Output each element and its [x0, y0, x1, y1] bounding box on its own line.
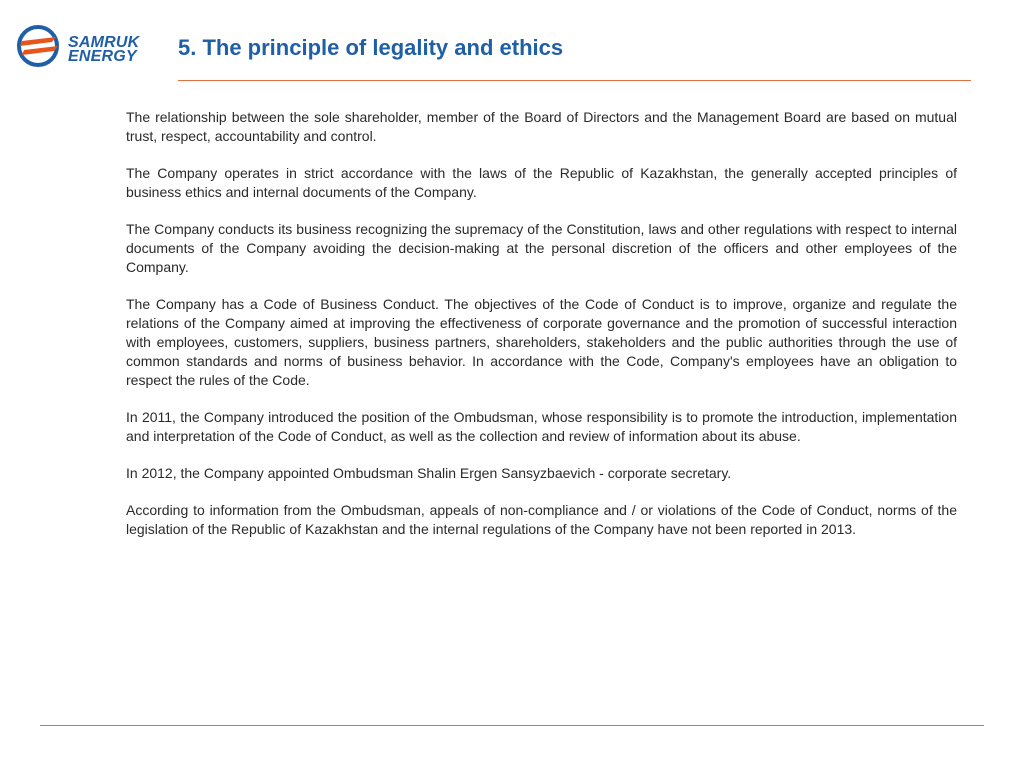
samruk-energy-emblem-icon	[16, 24, 66, 68]
company-logo	[16, 24, 148, 68]
logo-text-line2: ENERGY	[68, 48, 137, 65]
logo-text-line1: SAMRUK	[68, 34, 140, 51]
paragraph-no-violations-2013: According to information from the Ombudsman, appeals of non-compliance and / or violations of the Code of Conduct, norms of the legislation of the Republic of Kazakhstan and the internal regulations of the Company have not been reported in 2013.	[126, 502, 957, 537]
paragraph-relationship: The relationship between the sole shareholder, member of the Board of Directors and the Management Board are based on mutual trust, respect, accountability and control.	[126, 109, 957, 144]
paragraph-ombudsman-2011: In 2011, the Company introduced the position of the Ombudsman, whose responsibility is to promote the introduction, implementation and interpretation of the Code of Conduct, as well as the collection and review of information about its abuse.	[126, 409, 957, 444]
paragraph-supremacy-of-law: The Company conducts its business recognizing the supremacy of the Constitution, laws and other regulations with respect to internal documents of the Company avoiding the decision-making at the personal discretion of the officers and other employees of the Company.	[126, 221, 957, 275]
title-divider	[178, 80, 971, 81]
paragraph-legal-compliance: The Company operates in strict accordance with the laws of the Republic of Kazakhstan, the generally accepted principles of business ethics and internal documents of the Company.	[126, 165, 957, 200]
paragraph-ombudsman-2012: In 2012, the Company appointed Ombudsman Shalin Ergen Sansyzbaevich - corporate secretary.	[126, 465, 732, 481]
page-title: 5. The principle of legality and ethics	[178, 35, 564, 60]
paragraph-code-of-conduct: The Company has a Code of Business Conduct. The objectives of the Code of Conduct is to improve, organize and regulate the relations of the Company aimed at improving the effectiveness of corporate governance and the promotion of successful interaction with employees, customers, suppliers, business partners, shareholders, stakeholders and the public authorities through the use of common standards and norms of business behavior. In accordance with the Code, Company's employees have an obligation to respect the rules of the Code.	[126, 296, 957, 388]
footer-divider	[40, 725, 984, 726]
slide-body	[126, 108, 957, 557]
